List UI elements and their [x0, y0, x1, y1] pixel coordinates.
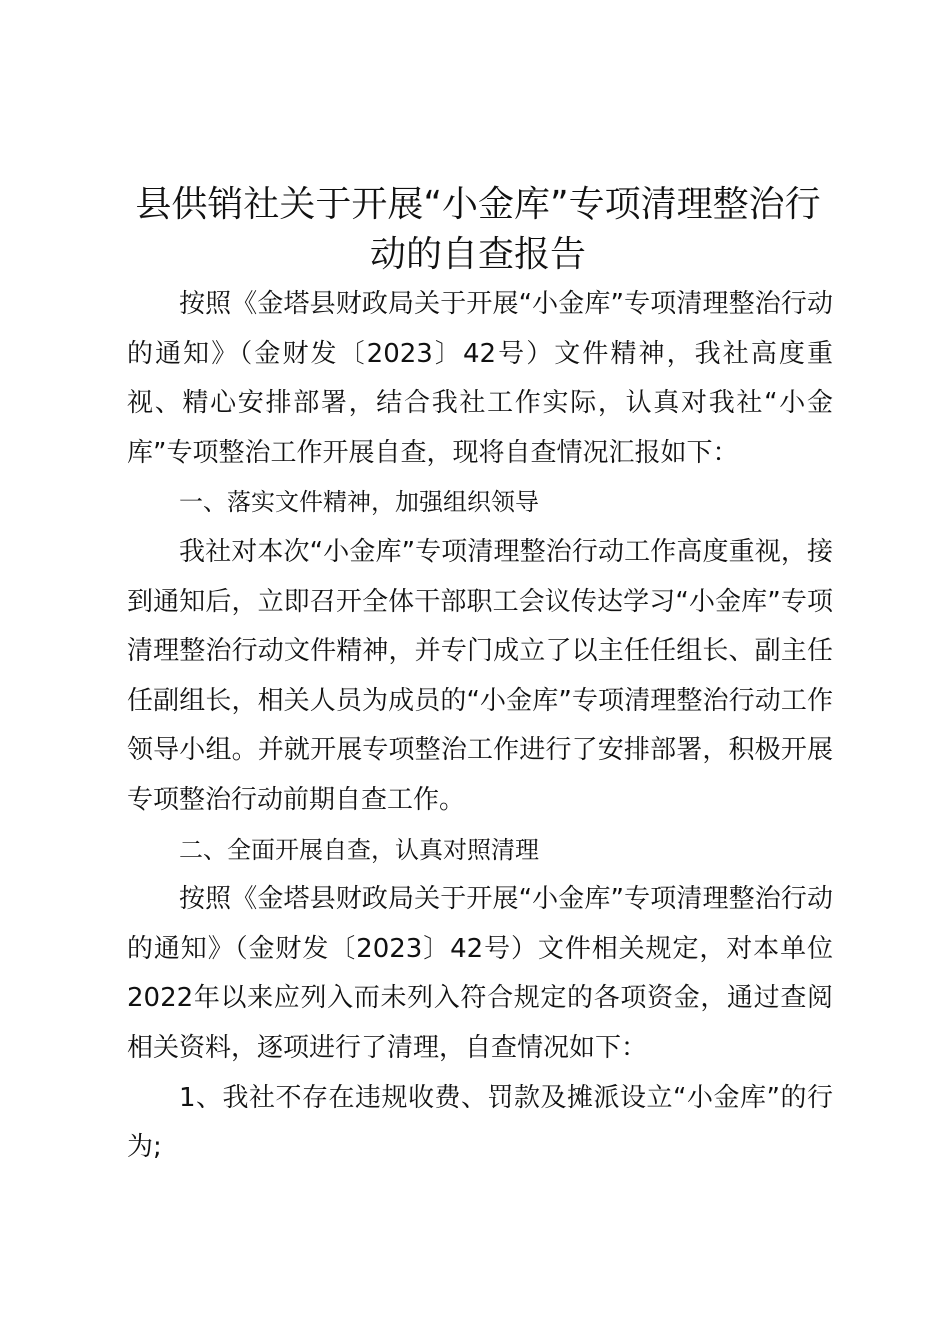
document-body [127, 280, 833, 1173]
intro-paragraph: 按照《金塔县财政局关于开展“小金库”专项清理整治行动的通知》（金财发〔2023〕42号）文件精神，我社高度重视、精心安排部署，结合我社工作实际，认真对我社“小金库”专项整治工作开展自查，现将自查情况汇报如下： [127, 289, 833, 468]
item-1-paragraph: 1、我社不存在违规收费、罚款及摊派设立“小金库”的行为; [127, 1082, 833, 1163]
section-1-heading: 一、落实文件精神，加强组织领导 [179, 488, 539, 517]
document-title: 县供销社关于开展“小金库”专项清理整治行动的自查报告 [135, 184, 821, 275]
section-2-paragraph: 按照《金塔县财政局关于开展“小金库”专项清理整治行动的通知》（金财发〔2023〕42号）文件相关规定，对本单位2022年以来应列入而未列入符合规定的各项资金，通过查阅相关资料，逐项进行了清理，自查情况如下： [127, 884, 833, 1063]
section-1-paragraph: 我社对本次“小金库”专项清理整治行动工作高度重视，接到通知后，立即召开全体干部职工会议传达学习“小金库”专项清理整治行动文件精神，并专门成立了以主任任组长、副主任任副组长，相关人员为成员的“小金库”专项清理整治行动工作领导小组。并就开展专项整治工作进行了安排部署，积极开展专项整治行动前期自查工作。 [127, 536, 833, 815]
section-2-heading: 二、全面开展自查，认真对照清理 [179, 835, 539, 864]
